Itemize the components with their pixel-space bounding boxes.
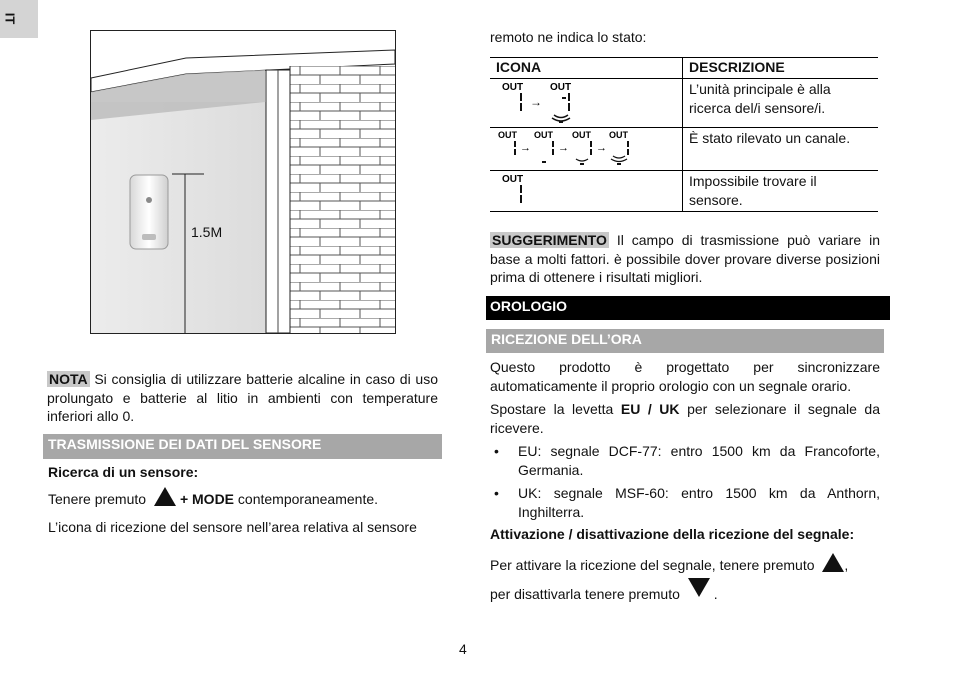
channel-found-icon xyxy=(496,130,646,170)
searching-icon-cell xyxy=(490,79,683,128)
svg-text:OUT: OUT xyxy=(498,130,517,140)
svg-text:→: → xyxy=(596,142,607,154)
svg-text:OUT: OUT xyxy=(609,130,628,140)
sensor-icon-description: L’icona di ricezione del sensore nell’area relativa al sensore xyxy=(48,519,417,535)
table-row xyxy=(490,171,878,212)
bullet-marker: • xyxy=(494,443,499,459)
section-heading-trasmissione xyxy=(43,434,442,459)
page-number: 4 xyxy=(459,641,467,657)
section-heading-ricezione-text: RICEZIONE DELL’ORA xyxy=(491,331,642,347)
list-item xyxy=(490,484,880,521)
not-found-description: Impossibile trovare il sensore. xyxy=(683,171,879,212)
up-arrow-icon xyxy=(822,553,844,572)
searching-description: L’unità principale è alla ricerca del/i sensore/i. xyxy=(683,79,879,128)
table-row xyxy=(490,128,878,171)
sensor-mounting-diagram xyxy=(90,30,396,336)
signal-searching-icon xyxy=(498,81,588,125)
activation-text-2: per disattivarla tenere premuto xyxy=(490,586,680,602)
bullet-uk-text: UK: segnale MSF-60: entro 1500 km da Anthorn, Inghilterra. xyxy=(518,485,880,520)
section-heading-orologio xyxy=(486,296,890,320)
ricerca-instruction xyxy=(48,487,378,507)
ricezione-p2-text: Spostare la levetta xyxy=(490,401,621,417)
bullet-eu-text: EU: segnale DCF-77: entro 1500 km da Francoforte, Germania. xyxy=(518,443,880,478)
svg-text:→: → xyxy=(558,142,569,154)
activation-line-2 xyxy=(490,578,718,602)
activation-comma: , xyxy=(844,557,849,573)
ricerca-instruction-end: contemporaneamente. xyxy=(234,491,379,507)
status-intro-text: remoto ne indica lo stato: xyxy=(490,29,647,45)
nota-label: NOTA xyxy=(49,371,88,387)
bullet-marker: • xyxy=(494,485,499,501)
svg-text:→: → xyxy=(530,95,542,109)
nota-paragraph xyxy=(47,370,438,426)
list-item xyxy=(490,442,880,479)
svg-text:OUT: OUT xyxy=(534,130,553,140)
description-column-header: DESCRIZIONE xyxy=(683,58,879,79)
nota-text: Si consiglia di utilizzare batterie alcaline in caso di uso prolungato e batterie al litio in ambienti con temperature inferiori allo 0. xyxy=(47,371,438,424)
svg-text:→: → xyxy=(520,142,531,154)
mode-key-label: + MODE xyxy=(179,491,235,507)
svg-text:OUT: OUT xyxy=(502,82,524,93)
svg-text:OUT: OUT xyxy=(502,174,524,185)
ricezione-p2-end: per selezionare il segnale da ricevere. xyxy=(490,401,880,436)
found-icon-cell xyxy=(490,128,683,171)
svg-text:OUT: OUT xyxy=(572,130,591,140)
suggerimento-paragraph xyxy=(490,231,880,287)
activation-period: . xyxy=(713,586,718,602)
icon-column-header: ICONA xyxy=(490,58,683,79)
eu-uk-switch-label: EU / UK xyxy=(620,401,680,417)
activation-line-1 xyxy=(490,553,880,573)
section-heading-ricezione xyxy=(486,329,884,353)
sensor-not-found-icon xyxy=(498,173,538,207)
language-tab-label: IT xyxy=(2,12,18,25)
up-arrow-icon xyxy=(154,487,176,506)
not-found-icon-cell xyxy=(490,171,683,212)
ricezione-paragraph-1: Questo prodotto è progettato per sincronizzare automaticamente il proprio orologio con un segnale orario. xyxy=(490,359,880,394)
language-tab xyxy=(0,0,38,38)
ricerca-subheading: Ricerca di un sensore: xyxy=(48,464,199,480)
ricezione-paragraph-2 xyxy=(490,400,880,437)
activation-text-1: Per attivare la ricezione del segnale, tenere premuto xyxy=(490,557,815,573)
down-arrow-icon xyxy=(688,578,710,597)
suggerimento-text: Il campo di trasmissione può variare in base a molti fattori. è possibile dover provare diverse posizioni prima di ottenere i risultati migliori. xyxy=(490,232,880,285)
icon-status-table xyxy=(490,57,878,212)
table-row xyxy=(490,79,878,128)
suggerimento-label: SUGGERIMENTO xyxy=(492,232,607,248)
section-heading-orologio-text: OROLOGIO xyxy=(490,298,567,314)
ricerca-instruction-text: Tenere premuto xyxy=(48,491,147,507)
icon-table-header-row xyxy=(490,58,878,79)
activation-subheading: Attivazione / disattivazione della ricezione del segnale: xyxy=(490,526,855,542)
section-heading-trasmissione-text: TRASMISSIONE DEI DATI DEL SENSORE xyxy=(48,436,322,452)
svg-text:OUT: OUT xyxy=(550,82,572,93)
height-label: 1.5M xyxy=(191,224,223,240)
found-description: È stato rilevato un canale. xyxy=(683,128,879,171)
